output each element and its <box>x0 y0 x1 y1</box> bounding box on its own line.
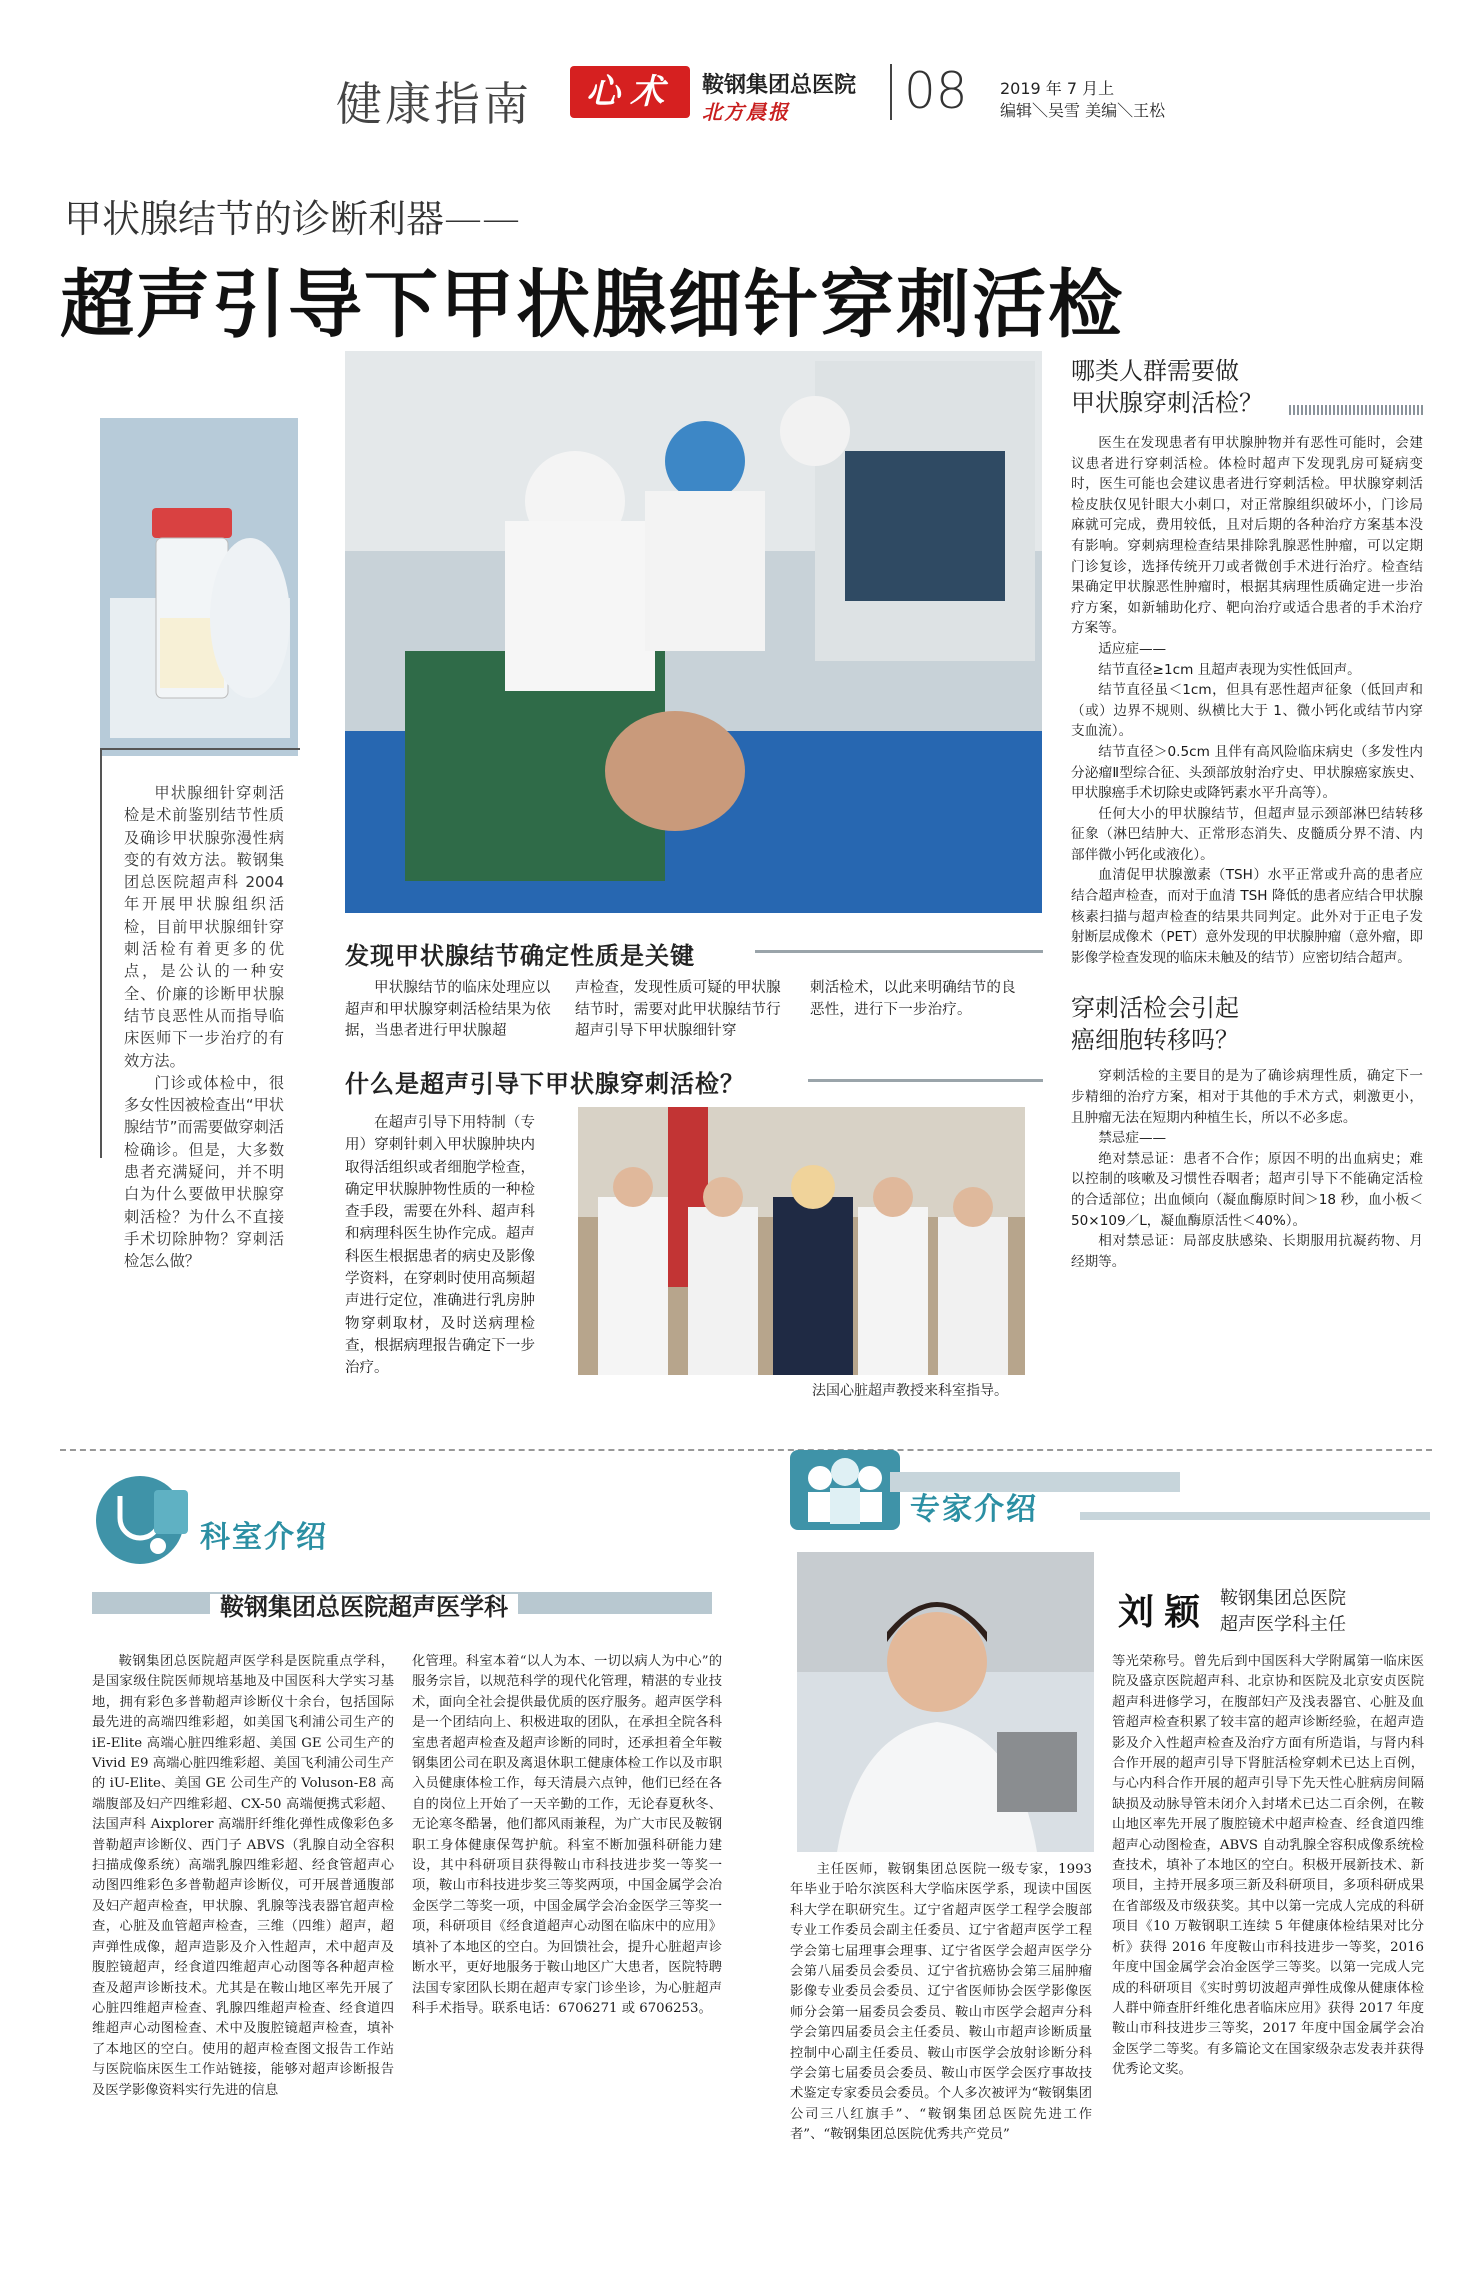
expert-portrait <box>797 1552 1094 1852</box>
contraindication-1: 绝对禁忌证：患者不合作；原因不明的出血病史；难以控制的咳嗽及习惯性吞咽者；超声引导下不能确定活检的合适部位；出血倾向（凝血酶原时间＞18 秒，血小板＜50×109／L，凝血酶原活性＜40%）。 <box>1071 1150 1423 1229</box>
find-nodule-col-3: 刺活检术，以此来明确结节的良恶性，进行下一步治疗。 <box>810 980 1016 1018</box>
expert-badge <box>780 1440 1430 1550</box>
indication-4: 任何大小的甲状腺结节，但超声显示颈部淋巴结转移征象（淋巴结肿大、正常形态消失、皮髓质分界不清、内部伴微小钙化或液化）。 <box>1071 805 1423 863</box>
team-photo <box>578 1107 1025 1375</box>
masthead-divider <box>890 64 892 120</box>
expert-affiliation-2: 超声医学科主任 <box>1220 1614 1346 1635</box>
question-1-body <box>1071 433 1423 968</box>
headline-title: 超声引导下甲状腺细针穿刺活检 <box>60 262 1124 348</box>
stethoscope-icon <box>80 1470 200 1570</box>
indication-2: 结节直径虽＜1cm，但具有恶性超声征象（低回声和（或）边界不规则、纵横比大于 1、微小钙化或结节内穿支血流）。 <box>1071 682 1423 740</box>
expert-bio-left: 主任医师，鞍钢集团总医院一级专家，1993 年毕业于哈尔滨医科大学临床医学系，现读中国医科大学在职研究生。辽宁省超声医学工程学会腹部专业工作委员会副主任委员、辽宁省超声医学工程学会第七届理事会理事、辽宁省医学会超声医学分会第八届委员会委员、辽宁省抗癌协会第三届肿瘤影像专业委员会委员、辽宁省医师协会医学影像医师分会第一届委员会委员、鞍山市医学会超声分科学会第四届委员会主任委员、鞍山市超声诊断质量控制中心副主任委员、鞍山市医学会放射诊断分科学会第七届委员会委员、鞍山市医学会医疗事故技术鉴定专家委员会委员。个人多次被评为“鞍钢集团公司三八红旗手”、“鞍钢集团总医院先进工作者”、“鞍钢集团总医院优秀共产党员” <box>790 1862 1092 2143</box>
question-2-title <box>1071 992 1423 1056</box>
question-1-paragraph: 医生在发现患者有甲状腺肿物并有恶性可能时，会建议患者进行穿刺活检。体检时超声下发现乳房可疑病变时，医生可能也会建议患者进行穿刺活检。甲状腺穿刺活检皮肤仅见针眼大小刺口，对正常腺组织破坏小，门诊局麻就可完成，费用较低，且对后期的各种治疗方案基本没有影响。穿刺病理检查结果排除乳腺恶性肿瘤，可以定期门诊复诊，选择传统开刀或者微创手术进行治疗。检查结果确定甲状腺恶性肿瘤时，根据其病理性质确定进一步治疗方案，如新辅助化疗、靶向治疗或适合患者的手术治疗方案等。 <box>1071 435 1423 637</box>
expert-badge-label: 专家介绍 <box>910 1492 1038 1527</box>
dept-title: 鞍钢集团总医院超声医学科 <box>210 1594 518 1620</box>
dept-col-2: 化管理。科室本着“以人为本、一切以病人为中心”的服务宗旨，以规范科学的现代化管理，精湛的专业技术，面向全社会提供最优质的医疗服务。超声医学科是一个团结向上、积极进取的团队，在承担全院各科室患者超声检查及超声诊断的同时，还承担着全年鞍钢集团公司在职及离退休职工健康体检工作以及市职入员健康体检工作，每天清晨六点钟，他们已经在各自的岗位上开始了一天辛勤的工作，无论春夏秋冬、无论寒冬酷暑，他们都风雨兼程，为广大市民及鞍钢职工身体健康保驾护航。科室不断加强科研能力建设，其中科研项目获得鞍山市科技进步奖一等奖一项，鞍山市科技进步奖三等奖两项，中国金属学会冶金医学二等奖一项，中国金属学会冶金医学三等奖一项，科研项目《经食道超声心动图在临床中的应用》填补了本地区的空白。为回馈社会，提升心脏超声诊断水平，更好地服务于鞍山地区广大患者，医院特聘法国专家团队长期在超声专家门诊坐诊，为心脏超声科手术指导。联系电话：6706271 或 6706253。 <box>412 1654 722 2016</box>
expert-bio-right: 等光荣称号。曾先后到中国医科大学附属第一临床医院及盛京医院超声科、北京协和医院及北京安贞医院超声科进修学习，在腹部妇产及浅表器官、心脏及血管超声检查积累了较丰富的超声诊断经验，在超声造影及介入性超声检查及治疗方面有所造诣，与肾内科合作开展的超声引导下肾脏活检穿刺术已达上百例，与心内科合作开展的超声引导下先天性心脏病房间隔缺损及动脉导管未闭介入封堵术已达二百余例，在鞍山地区率先开展了腹腔镜术中超声检查、经食道四维超声心动图检查，ABVS 自动乳腺全容积成像系统检查技术，填补了本地区的空白。积极开展新技术、新项目，主持开展多项三新及科研项目，多项科研成果在省部级及市级获奖。其中以第一完成人完成的科研项目《10 万鞍钢职工连续 5 年健康体检结果对比分析》获得 2016 年度鞍山市科技进步一等奖，2016 年度中国金属学会冶金医学三等奖。以第一完成人完成的科研项目《实时剪切波超声弹性成像从健康体检人群中筛查肝纤维化患者临床应用》获得 2017 年度鞍山市科技进步三等奖，2017 年度中国金属学会冶金医学二等奖。有多篇论文在国家级杂志发表并获得优秀论文奖。 <box>1112 1654 1424 2078</box>
portrait-illustration <box>797 1552 1094 1852</box>
specimen-illustration <box>100 418 298 756</box>
question-2-paragraph: 穿刺活检的主要目的是为了确诊病理性质，确定下一步精细的治疗方案，相对于其他的手术方式，刺激更小，且肿瘤无法在短期内种植生长，所以不必多虑。 <box>1071 1068 1423 1126</box>
indications-label: 适应症—— <box>1098 640 1167 657</box>
expert-name: 刘颖 <box>1118 1591 1211 1633</box>
what-is-title: 什么是超声引导下甲状腺穿刺活检？ <box>345 1070 745 1098</box>
find-nodule-col-2: 声检查，发现性质可疑的甲状腺结节时，需要对此甲状腺结节行超声引导下甲状腺细针穿 <box>575 980 781 1039</box>
hospital-name: 鞍钢集团总医院 <box>702 73 857 98</box>
question-2-title-line-1: 穿刺活检会引起 <box>1071 994 1239 1023</box>
intro-box-border-left <box>100 748 102 1158</box>
team-photo-caption: 法国心脏超声教授来科室指导。 <box>812 1383 1008 1399</box>
dept-col-1: 鞍钢集团总医院超声医学科是医院重点学科，是国家级住院医师规培基地及中国医科大学实习基地，拥有彩色多普勒超声诊断仪十余台，包括国际最先进的高端四维彩超，如美国飞利浦公司生产的iE-Elite 高端心脏四维彩超、美国 GE 公司生产的 Vivid E9 高端心脏四维彩超、美国飞利浦公司生产的 iU-Elite、美国 GE 公司生产的 Voluson-E8 高端腹部及妇产四维彩超、CX-50 高端便携式彩超、法国声科 Aixplorer 高端肝纤维化弹性成像彩色多普勒超声诊断仪、西门子 ABVS（乳腺自动全容积扫描成像系统）高端乳腺四维彩超、经食管超声心动图四维彩色多普勒超声诊断仪，可开展普通腹部及妇产超声检查，甲状腺、乳腺等浅表器官超声检查，心脏及血管超声检查，三维（四维）超声，超声弹性成像，超声造影及介入性超声，术中超声及腹腔镜超声，经食道四维超声心动图等各种超声检查及超声诊断技术。尤其是在鞍山地区率先开展了心脏四维超声检查、乳腺四维超声检查、经食道四维超声心动图检查、术中及腹腔镜超声检查，填补了本地区的空白。使用的超声检查图文报告工作站与医院临床医生工作站链接，能够对超声诊断报告及医学影像资料实行先进的信息 <box>92 1654 394 2098</box>
question-1-rule <box>1289 405 1423 415</box>
editors: 编辑＼吴雪 美编＼王松 <box>1000 101 1166 120</box>
indication-3: 结节直径＞0.5cm 且伴有高风险临床病史（多发性内分泌瘤Ⅱ型综合征、头颈部放射治疗史、甲状腺癌家族史、甲状腺癌手术切除史或降钙素水平升高等）。 <box>1071 743 1423 802</box>
find-nodule-rule <box>755 950 1043 953</box>
indication-5: 血清促甲状腺激素（TSH）水平正常或升高的患者应结合超声检查，而对于血清 TSH 降低的患者应结合甲状腺核素扫描与超声检查的结果共同判定。此外对于正电子发射断层成像术（PET）意外发现的甲状腺肿瘤（意外瘤，即影像学检查发现的临床未触及的结节）应密切结合超声。 <box>1071 867 1423 966</box>
what-is-text: 在超声引导下用特制（专用）穿刺针刺入甲状腺肿块内取得活组织或者细胞学检查，确定甲状腺肿物性质的一种检查手段，需要在外科、超声科和病理科医生协作完成。超声科医生根据患者的病史及影像学资料，在穿刺时使用高频超声进行定位，准确进行乳房肿物穿刺取材，及时送病理检查，根据病理报告确定下一步治疗。 <box>345 1115 535 1377</box>
indication-1: 结节直径≥1cm 且超声表现为实性低回声。 <box>1098 661 1361 678</box>
team-illustration <box>578 1107 1025 1375</box>
procedure-illustration <box>345 351 1042 913</box>
expert-affiliation-1: 鞍钢集团总医院 <box>1220 1588 1346 1609</box>
contraindications-label: 禁忌症—— <box>1098 1130 1167 1147</box>
dept-badge <box>80 1470 380 1570</box>
question-2-body <box>1071 1066 1423 1272</box>
question-2-title-line-2: 癌细胞转移吗？ <box>1071 1026 1239 1055</box>
find-nodule-title: 发现甲状腺结节确定性质是关键 <box>345 942 695 970</box>
masthead <box>60 58 1430 131</box>
intro-box-border <box>100 748 300 750</box>
intro-paragraph-2: 门诊或体检中，很多女性因被检查出“甲状腺结节”而需要做穿刺活检确诊。但是，大多数患者充满疑问，并不明白为什么要做甲状腺穿刺活检？为什么不直接手术切除肿物？穿刺活检怎么做？ <box>124 1073 284 1271</box>
intro-text <box>124 782 284 1273</box>
dept-badge-label: 科室介绍 <box>200 1520 328 1555</box>
main-procedure-photo <box>345 351 1042 913</box>
intro-paragraph-1: 甲状腺细针穿刺活检是术前鉴别结节性质及确诊甲状腺弥漫性病变的有效方法。鞍钢集团总医院超声科 2004 年开展甲状腺组织活检，目前甲状腺细针穿刺活检有着更多的优点，是公认的一种安全、价廉的诊断甲状腺结节良恶性从而指导临床医师下一步治疗的有效方法。 <box>124 784 284 1070</box>
question-1-title-line-1: 哪类人群需要做 <box>1071 357 1239 385</box>
headline-kicker: 甲状腺结节的诊断利器—— <box>64 197 521 241</box>
what-is-rule <box>808 1079 1043 1082</box>
right-column <box>1071 355 1423 1475</box>
question-1-title-line-2: 甲状腺穿刺活检？ <box>1071 389 1263 417</box>
specimen-jar-photo <box>100 418 298 756</box>
page-number: 08 <box>904 62 968 120</box>
issue-date: 2019 年 7 月上 <box>1000 79 1115 98</box>
find-nodule-col-1: 甲状腺结节的临床处理应以超声和甲状腺穿刺活检结果为依据，当患者进行甲状腺超 <box>345 980 551 1039</box>
section-title: 健康指南 <box>336 77 532 131</box>
expert-ribbon-right <box>1080 1512 1430 1520</box>
logo-text: 心术 <box>586 72 674 112</box>
logo <box>570 66 690 118</box>
paper-logo: 北方晨报 <box>702 100 790 124</box>
contraindication-2: 相对禁忌证：局部皮肤感染、长期服用抗凝药物、月经期等。 <box>1071 1233 1423 1270</box>
